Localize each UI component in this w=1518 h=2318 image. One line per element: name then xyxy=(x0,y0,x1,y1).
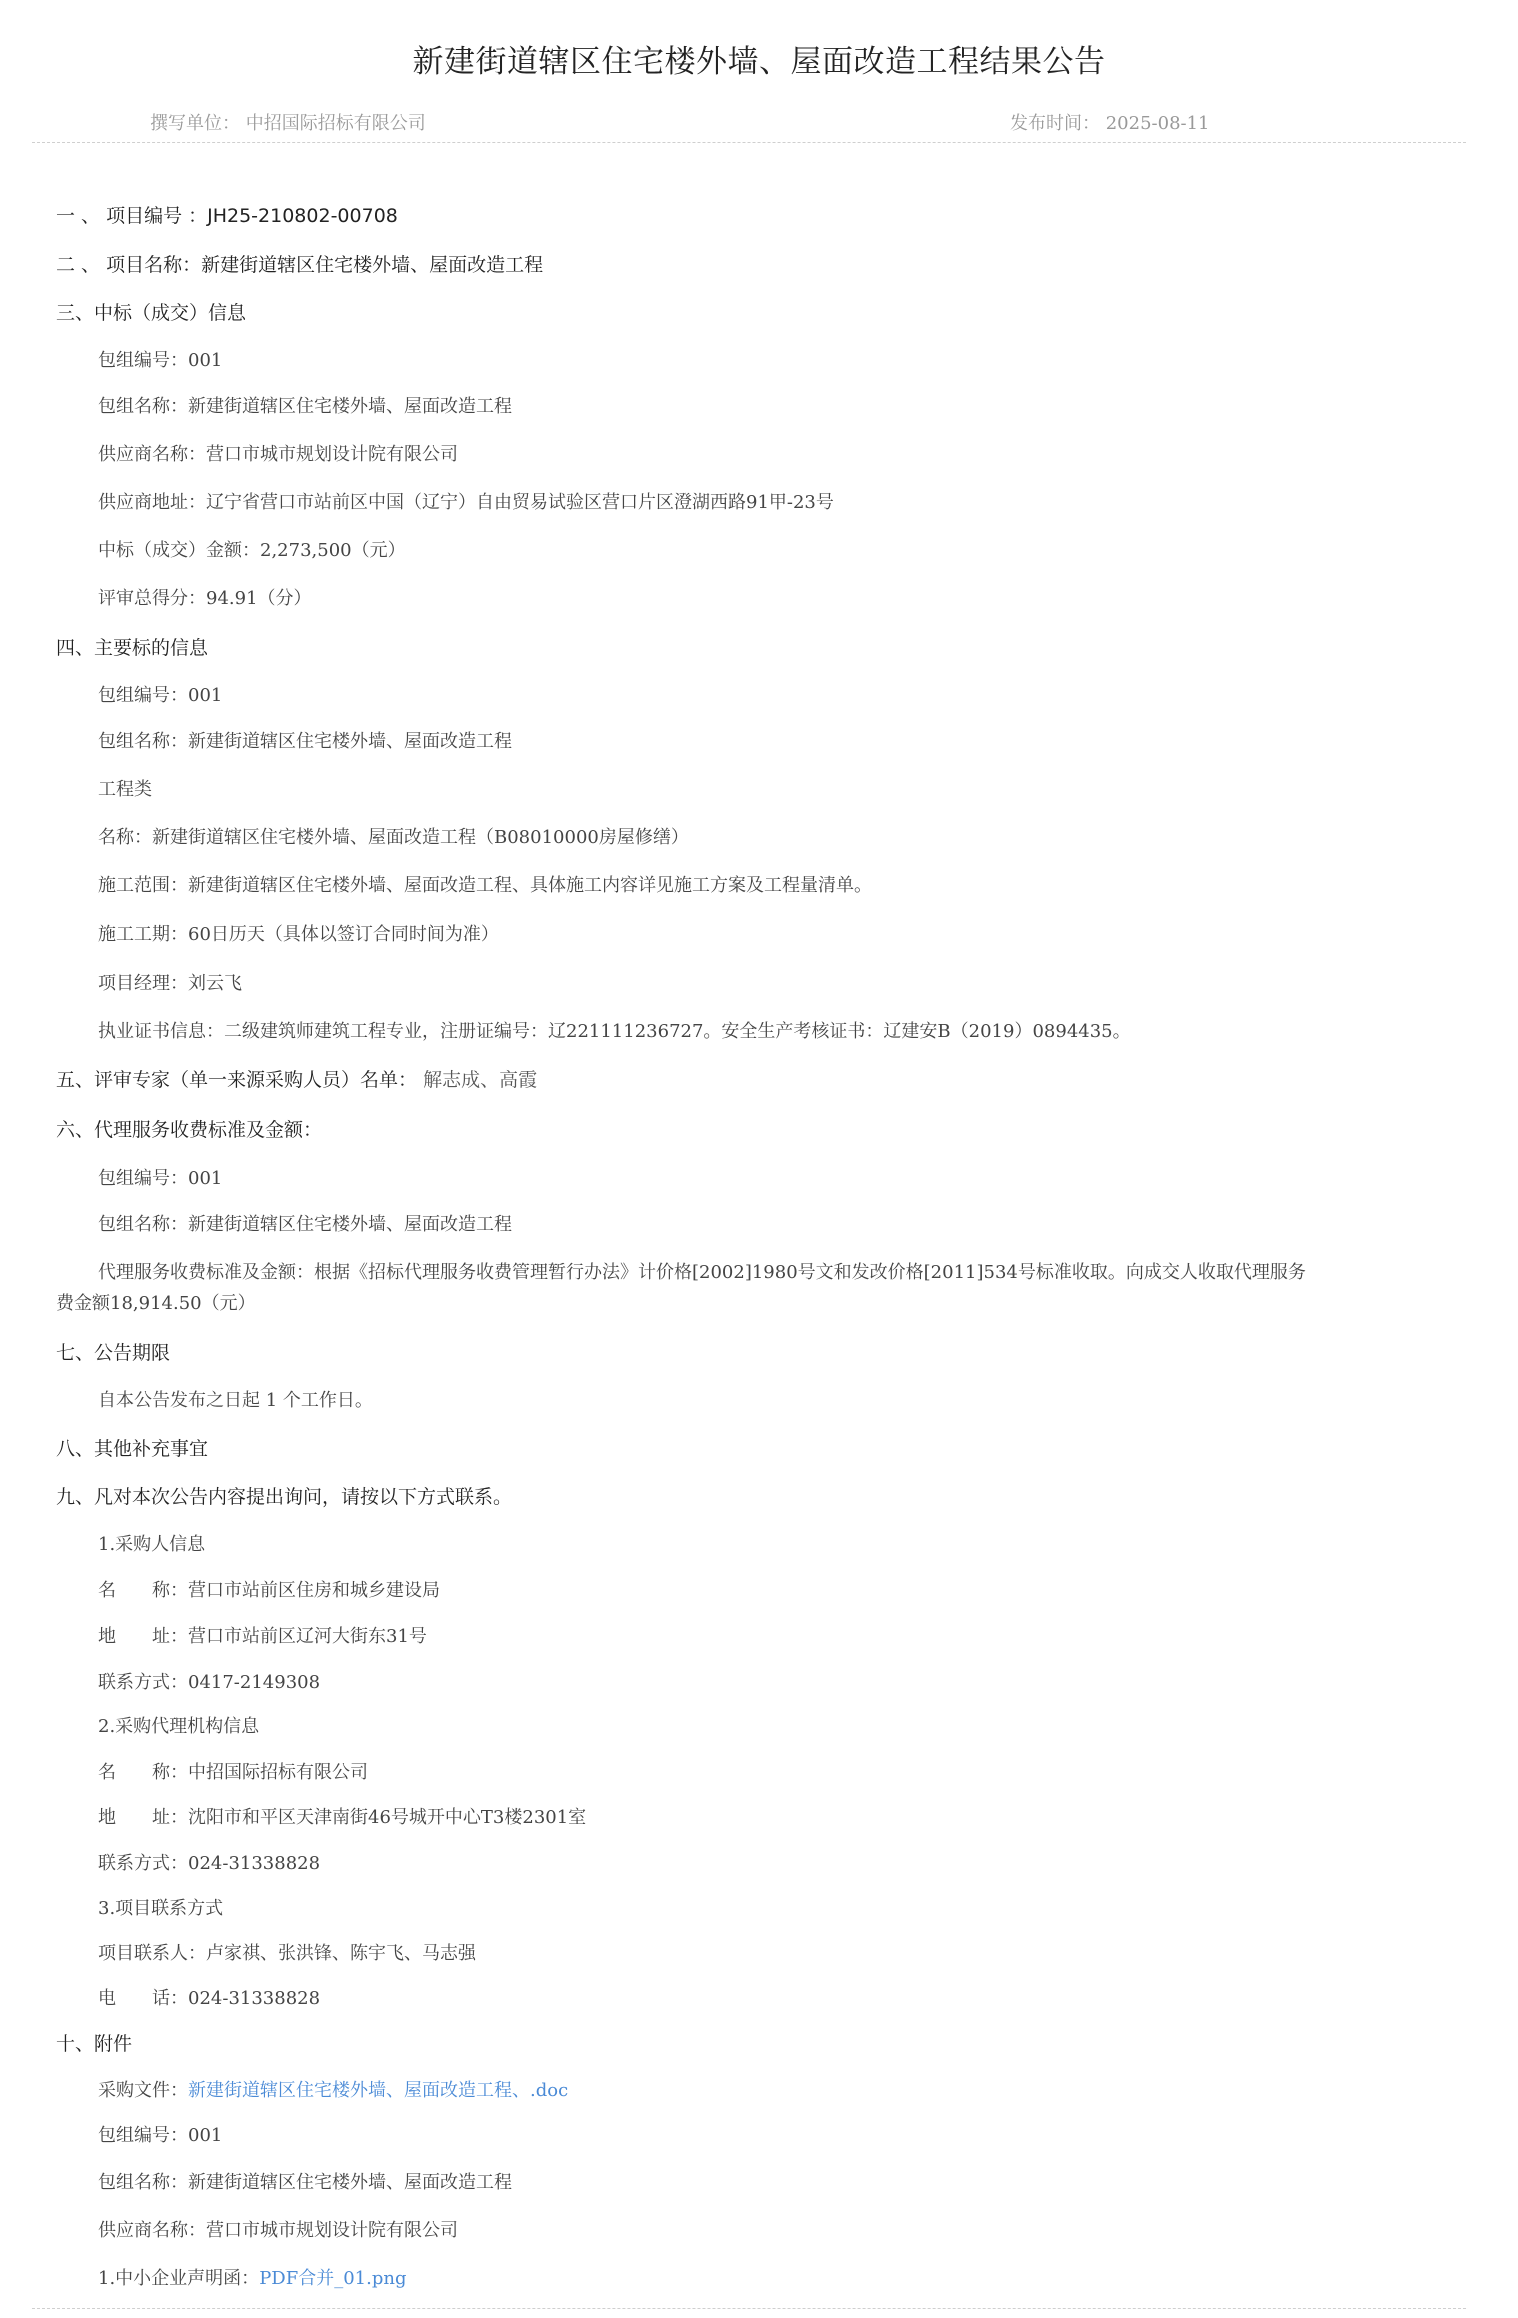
purchaser-address-value: 营口市站前区辽河大街东31号 xyxy=(188,1626,427,1647)
fee-amount: 费金额18,914.50（元） xyxy=(56,1293,256,1314)
period-content: 自本公告发布之日起 1 个工作日。 xyxy=(98,1390,373,1411)
subject-period: 施工工期：60日历天（具体以签订合同时间为准） xyxy=(98,924,499,945)
agency-name-value: 中招国际招标有限公司 xyxy=(188,1762,368,1783)
section-contact-heading: 九、凡对本次公告内容提出询问，请按以下方式联系。 xyxy=(56,1486,513,1508)
award-score: 评审总得分：94.91（分） xyxy=(98,588,312,609)
award-supplier: 供应商名称：营口市城市规划设计院有限公司 xyxy=(98,444,458,465)
agency-address-label: 地 址： xyxy=(98,1807,188,1828)
purchaser-title: 1.采购人信息 xyxy=(98,1534,206,1555)
author-unit: 撰写单位： 中招国际招标有限公司 xyxy=(150,113,426,134)
purchaser-contact: 联系方式：0417-2149308 xyxy=(98,1672,321,1693)
section-project-name: 二 、 项目名称：新建街道辖区住宅楼外墙、屋面改造工程 xyxy=(56,254,544,276)
experts-list: 解志成、高霞 xyxy=(423,1069,538,1091)
subject-certificate: 执业证书信息：二级建筑师建筑工程专业，注册证编号：辽221111236727。安全生产考核证书：辽建安B（2019）0894435。 xyxy=(98,1021,1131,1042)
agency-name-label: 名 称： xyxy=(98,1762,188,1783)
attachment-sme-link[interactable]: PDF合并_01.png xyxy=(259,2268,407,2289)
project-contacts: 项目联系人：卢家祺、张洪锋、陈宇飞、马志强 xyxy=(98,1943,476,1964)
purchaser-address-label: 地 址： xyxy=(98,1626,188,1647)
agency-name xyxy=(98,1758,368,1784)
section-project-number: 一 、 项目编号 ：JH25-210802-00708 xyxy=(56,205,398,227)
section-other-heading: 八、其他补充事宜 xyxy=(56,1438,209,1460)
subject-category: 工程类 xyxy=(98,779,152,800)
attachment-package-name: 包组名称：新建街道辖区住宅楼外墙、屋面改造工程 xyxy=(98,2172,512,2193)
attachment-package-no: 包组编号：001 xyxy=(98,2125,223,2146)
agency-address xyxy=(98,1803,586,1829)
attachment-doc-link[interactable]: 新建街道辖区住宅楼外墙、屋面改造工程、.doc xyxy=(188,2080,569,2101)
award-amount: 中标（成交）金额：2,273,500（元） xyxy=(98,540,406,561)
publish-time: 发布时间： 2025-08-11 xyxy=(1010,113,1210,134)
purchaser-name-value: 营口市站前区住房和城乡建设局 xyxy=(188,1580,440,1601)
project-phone-label: 电 话： xyxy=(98,1988,188,2009)
experts-heading: 五、评审专家（单一来源采购人员）名单： xyxy=(56,1069,418,1091)
fee-package-no: 包组编号：001 xyxy=(98,1168,223,1189)
project-phone-value: 024-31338828 xyxy=(188,1988,321,2009)
fee-standard: 代理服务收费标准及金额：根据《招标代理服务收费管理暂行办法》计价格[2002]1980号文和发改价格[2011]534号标准收取。向成交人收取代理服务 xyxy=(98,1262,1306,1283)
award-package-no: 包组编号：001 xyxy=(98,350,223,371)
purchaser-name xyxy=(98,1576,440,1602)
section-period-heading: 七、公告期限 xyxy=(56,1342,171,1364)
award-supplier-address: 供应商地址：辽宁省营口市站前区中国（辽宁）自由贸易试验区营口片区澄湖西路91甲-23号 xyxy=(98,492,834,513)
attachment-doc xyxy=(98,2076,568,2102)
purchaser-name-label: 名 称： xyxy=(98,1580,188,1601)
page-title: 新建街道辖区住宅楼外墙、屋面改造工程结果公告 xyxy=(412,44,1106,80)
fee-package-name: 包组名称：新建街道辖区住宅楼外墙、屋面改造工程 xyxy=(98,1214,512,1235)
subject-name: 名称：新建街道辖区住宅楼外墙、屋面改造工程（B08010000房屋修缮） xyxy=(98,827,689,848)
agency-title: 2.采购代理机构信息 xyxy=(98,1716,260,1737)
project-phone xyxy=(98,1984,320,2010)
agency-contact: 联系方式：024-31338828 xyxy=(98,1853,321,1874)
agency-address-value: 沈阳市和平区天津南街46号城开中心T3楼2301室 xyxy=(188,1807,587,1828)
footer-divider xyxy=(32,2308,1466,2309)
section-experts xyxy=(56,1065,537,1092)
section-attachment-heading: 十、附件 xyxy=(56,2033,133,2055)
section-award-heading: 三、中标（成交）信息 xyxy=(56,302,247,324)
subject-package-name: 包组名称：新建街道辖区住宅楼外墙、屋面改造工程 xyxy=(98,731,512,752)
attachment-sme-label: 1.中小企业声明函： xyxy=(98,2268,260,2289)
section-fee-heading: 六、代理服务收费标准及金额： xyxy=(56,1119,323,1141)
project-contact-title: 3.项目联系方式 xyxy=(98,1898,224,1919)
section-subject-heading: 四、主要标的信息 xyxy=(56,637,209,659)
award-package-name: 包组名称：新建街道辖区住宅楼外墙、屋面改造工程 xyxy=(98,396,512,417)
attachment-supplier: 供应商名称：营口市城市规划设计院有限公司 xyxy=(98,2220,458,2241)
subject-package-no: 包组编号：001 xyxy=(98,685,223,706)
purchaser-address xyxy=(98,1622,427,1648)
subject-manager: 项目经理：刘云飞 xyxy=(98,973,242,994)
attachment-sme xyxy=(98,2264,406,2290)
subject-scope: 施工范围：新建街道辖区住宅楼外墙、屋面改造工程、具体施工内容详见施工方案及工程量清单。 xyxy=(98,875,872,896)
attachment-doc-label: 采购文件： xyxy=(98,2080,188,2101)
header-divider xyxy=(32,142,1466,143)
